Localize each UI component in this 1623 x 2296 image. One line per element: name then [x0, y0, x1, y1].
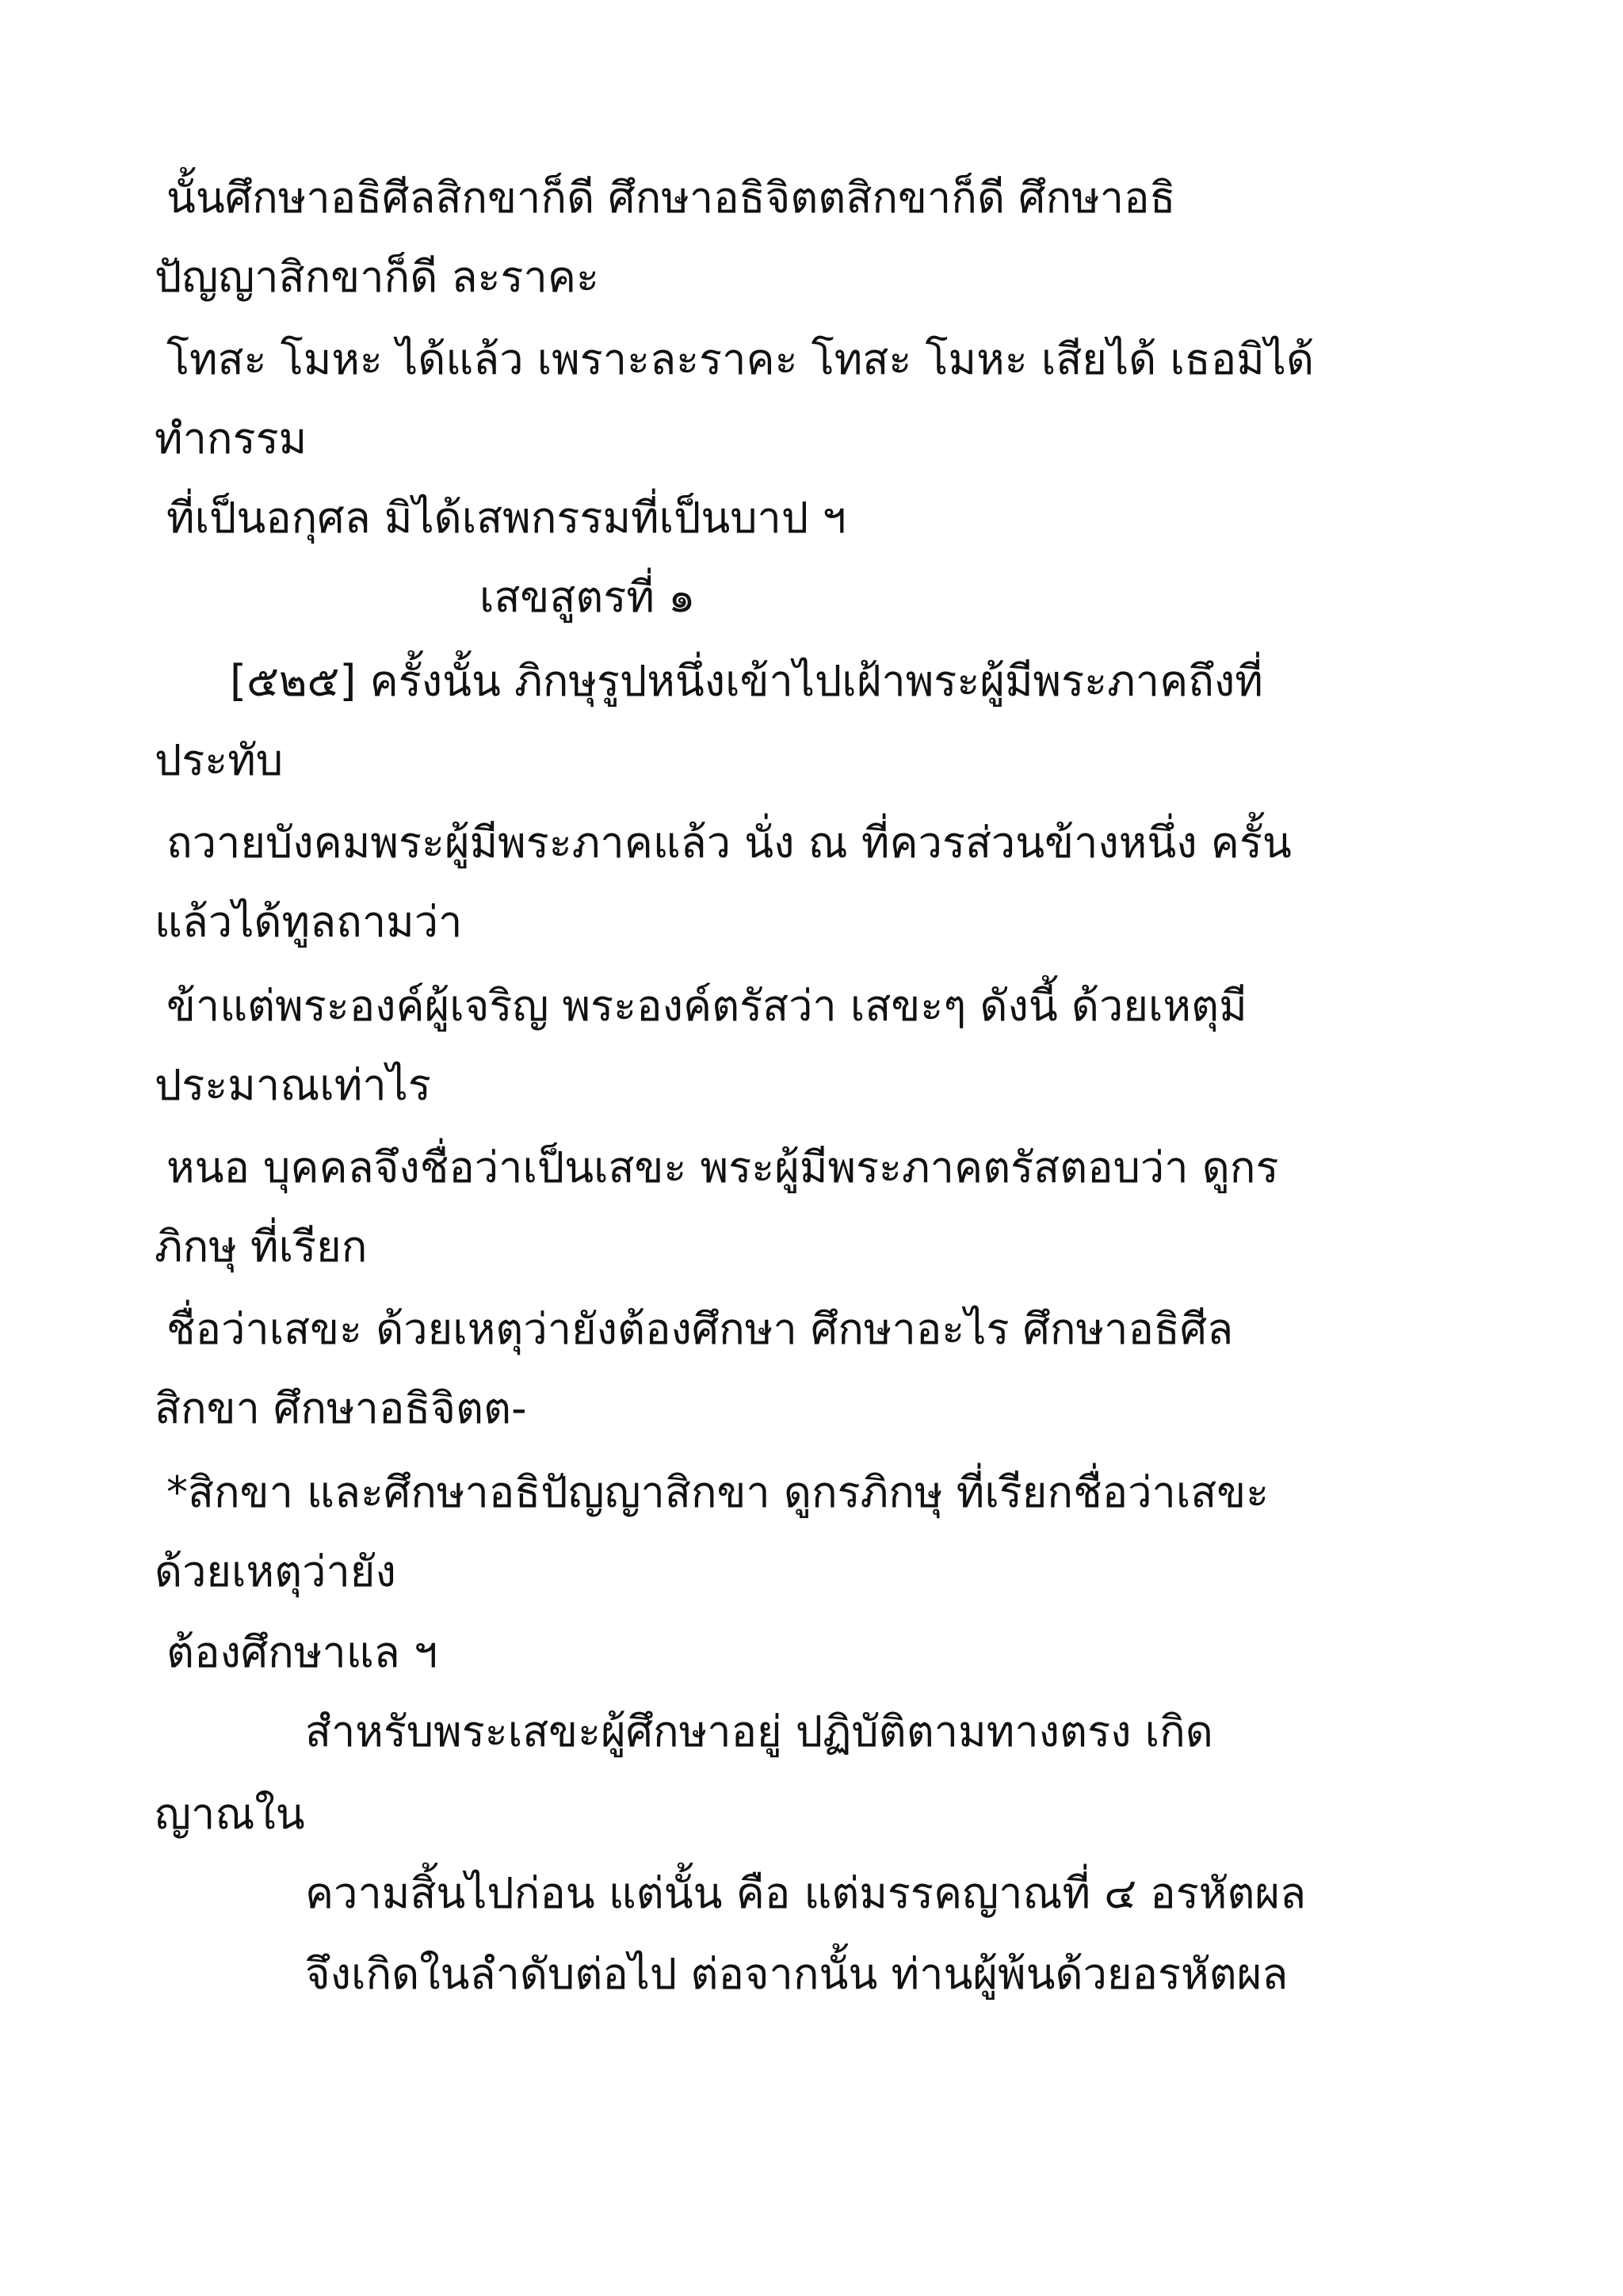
text-line: ญาณใน	[155, 1789, 305, 1839]
text-line: หนอ บุคคลจึงชื่อว่าเป็นเสขะ พระผู้มีพระภาคตรัสตอบว่า ดูกร	[166, 1142, 1279, 1192]
text-line: ด้วยเหตุว่ายัง	[155, 1547, 396, 1596]
text-line: สิกขา ศึกษาอธิจิตต-	[155, 1383, 527, 1433]
text-line: ที่เป็นอกุศล มิได้เสพกรรมที่เป็นบาป ฯ	[166, 493, 846, 543]
text-line: ข้าแต่พระองค์ผู้เจริญ พระองค์ตรัสว่า เสขะๆ ดังนี้ ด้วยเหตุมี	[166, 981, 1247, 1031]
text-line: แล้วได้ทูลถามว่า	[155, 897, 463, 947]
text-line: ชื่อว่าเสขะ ด้วยเหตุว่ายังต้องศึกษา ศึกษาอะไร ศึกษาอธิศีล	[166, 1304, 1234, 1354]
text-line: ความสิ้นไปก่อน แต่นั้น คือ แต่มรรคญาณที่ ๔ อรหัตผล	[305, 1868, 1307, 1918]
text-line: ทำกรรม	[155, 414, 307, 463]
text-line: นั้นศึกษาอธิศีลสิกขาก็ดี ศึกษาอธิจิตตสิกขาก็ดี ศึกษาอธิ	[166, 173, 1176, 223]
text-line: ต้องศึกษาแล ฯ	[166, 1627, 438, 1677]
section-heading: เสขสูตรที่ ๑	[479, 572, 696, 622]
text-line: จึงเกิดในลำดับต่อไป ต่อจากนั้น ท่านผู้พ้นด้วยอรหัตผล	[305, 1949, 1289, 1999]
text-line: [๕๒๕] ครั้งนั้น ภิกษุรูปหนึ่งเข้าไปเฝ้าพระผู้มีพระภาคถึงที่	[230, 656, 1263, 706]
text-line: *สิกขา และศึกษาอธิปัญญาสิกขา ดูกรภิกษุ ที่เรียกชื่อว่าเสขะ	[166, 1467, 1270, 1517]
text-line: ประทับ	[155, 735, 284, 785]
text-line: โทสะ โมหะ ได้แล้ว เพราะละราคะ โทสะ โมหะ เสียได้ เธอมิได้	[166, 334, 1315, 384]
text-line: ปัญญาสิกขาก็ดี ละราคะ	[155, 252, 599, 302]
text-line: สำหรับพระเสขะผู้ศึกษาอยู่ ปฏิบัติตามทางตรง เกิด	[305, 1707, 1213, 1756]
text-line: ถวายบังคมพระผู้มีพระภาคแล้ว นั่ง ณ ที่ควรส่วนข้างหนึ่ง ครั้น	[166, 818, 1292, 868]
text-line: ภิกษุ ที่เรียก	[155, 1222, 368, 1272]
text-line: ประมาณเท่าไร	[155, 1060, 431, 1110]
